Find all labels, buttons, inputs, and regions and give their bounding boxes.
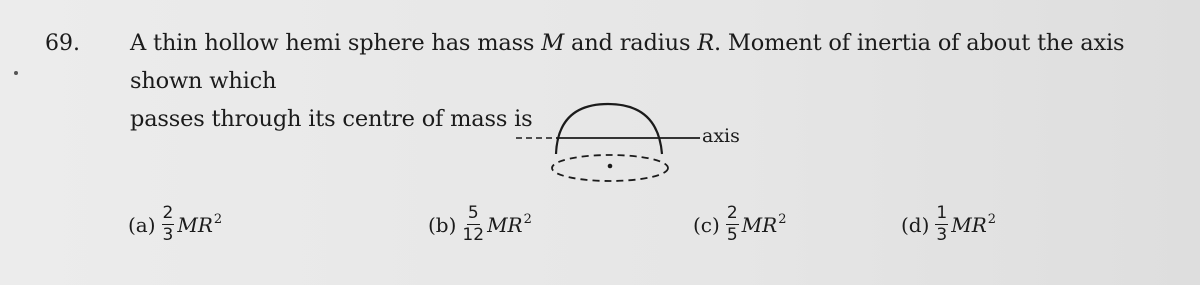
option-a[interactable]: [128, 205, 222, 244]
question-number: 69.: [45, 31, 80, 56]
fraction-numerator: 2: [162, 203, 174, 223]
radius-symbol: R: [697, 30, 714, 56]
fraction: [935, 205, 948, 244]
expression-power: 2: [778, 212, 787, 227]
expression-power: 2: [987, 212, 997, 227]
fraction: [162, 205, 175, 244]
fraction-denominator: 5: [726, 225, 738, 245]
axis-label: axis: [702, 125, 740, 147]
expression-power: 2: [213, 212, 223, 227]
question-text-part: and radius: [564, 30, 698, 56]
fraction-numerator: 2: [726, 203, 738, 223]
scan-speck: [14, 71, 18, 75]
expression-base: MR: [177, 213, 213, 237]
question-text-part: A thin hollow hemi sphere has mass: [130, 30, 542, 56]
centre-of-mass-dot: [608, 164, 613, 169]
expression-base: MR: [487, 213, 523, 237]
fraction-denominator: 3: [162, 225, 174, 245]
expression-power: 2: [523, 212, 532, 227]
fraction: [726, 205, 739, 244]
option-c[interactable]: [693, 205, 786, 244]
fraction: [462, 205, 484, 244]
option-label: (d): [901, 212, 930, 237]
option-expression: [742, 212, 787, 237]
mass-symbol: M: [541, 30, 565, 56]
fraction-denominator: 3: [936, 225, 948, 245]
option-b[interactable]: [428, 205, 532, 244]
option-expression: [487, 212, 532, 237]
option-expression: [177, 212, 222, 237]
option-d[interactable]: [901, 205, 996, 244]
question-text-line2: passes through its centre of mass is: [130, 106, 533, 132]
question-text-part: . Moment of inertia of about the axis shown which: [130, 30, 1125, 94]
option-expression: [951, 212, 996, 237]
fraction-denominator: 12: [462, 225, 485, 245]
option-label: (a): [128, 212, 156, 237]
expression-base: MR: [951, 213, 987, 237]
fraction-numerator: 1: [936, 203, 948, 223]
option-label: (c): [693, 212, 720, 237]
expression-base: MR: [741, 213, 778, 237]
hemisphere-dome: [556, 104, 662, 154]
fraction-numerator: 5: [467, 203, 479, 223]
option-label: (b): [428, 212, 457, 237]
